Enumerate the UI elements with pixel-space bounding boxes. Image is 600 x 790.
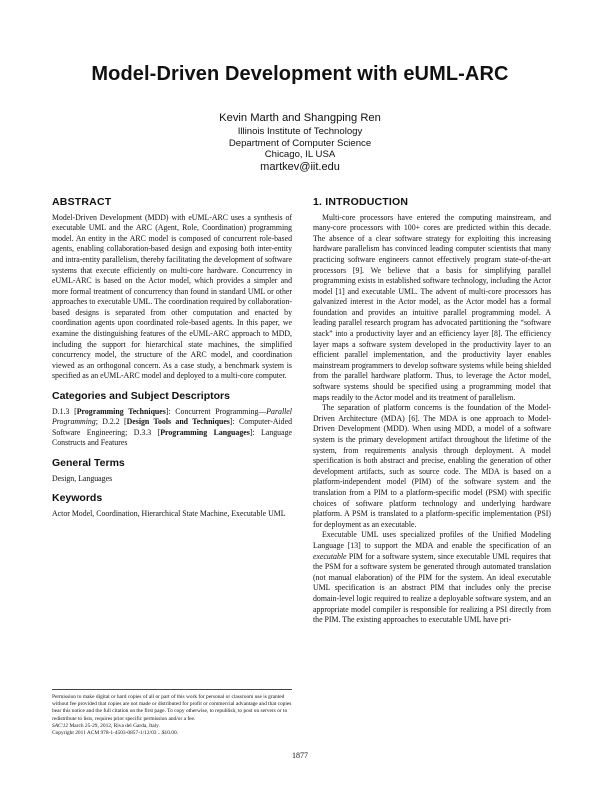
- introduction-heading: 1. INTRODUCTION: [313, 196, 409, 208]
- permission-block: [52, 694, 292, 737]
- affiliation-department: Department of Computer Science: [228, 137, 372, 149]
- intro-p3-emphasis: executable: [313, 551, 347, 561]
- affiliation-location: Chicago, IL USA: [264, 149, 336, 161]
- right-column: [313, 197, 551, 626]
- cat-d13-rest: ]: Concurrent Programming—: [165, 406, 267, 416]
- intro-p3-part-a: Executable UML uses specialized profiles of the Unified Modeling Language [13] to support the MDA and enable the specification of an: [313, 530, 551, 550]
- conference-line: [52, 723, 292, 730]
- cat-d13-label: Programming Techniques: [76, 406, 166, 416]
- cat-d22-code: ; D.2.2 [: [95, 417, 127, 427]
- intro-paragraph-3: [313, 530, 551, 625]
- cat-d13-sub: Parallel Programming: [52, 406, 292, 427]
- cat-d13-code: D.1.3 [: [52, 406, 77, 416]
- categories-heading: Categories and Subject Descriptors: [52, 390, 230, 403]
- intro-paragraph-2: The separation of platform concerns is the foundation of the Model-Driven Architecture (MDA) [6]. The MDA is one approach to Model-Driven Development (MDD). When using MDD, a model of a software system is the primary development artifact throughout the lifetime of the system, from requirements analysis through deployment. A model specification is both abstract and precise, enabling the generation of other development artifacts, such as source code. The MDA is based on a platform-independent model (PIM) of the software system and the translation from a PIM to a platform-specific model (PSM) with specific choices of software platform technology and underlying hardware platform. A PSM is translated to a platform-specific implementation (PSI) for deployment as an executable.: [313, 403, 551, 529]
- paper-title: Model-Driven Development with eUML-ARC: [91, 63, 509, 85]
- conference-name: SAC'12: [52, 722, 69, 729]
- general-terms-text: Design, Languages: [52, 473, 113, 483]
- left-column: [52, 197, 292, 519]
- author-names: Kevin Marth and Shangping Ren: [219, 112, 381, 124]
- abstract-text: Model-Driven Development (MDD) with eUML-ARC uses a synthesis of executable UML and the ARC (Agent, Role, Coordination) programming model. An entity in the ARC model is composed of concurrent role-based agents, enabling collaboration-based design and exposing both inter-entity and intra-entity parallelism, thereby facilitating the development of software systems that execute efficiently on multi-core hardware. Concurrency in eUML-ARC is based on the Actor model, which provides a simpler and more formal treatment of concurrency than found in standard UML or other approaches to executable UML. The coordination required by collaboration-based designs is separated from other computation and enacted by coordination agents upon coordinated role-based agents. In this paper, we examine the distinguishing features of the eUML-ARC approach to MDD, including the support for hierarchical state machines, the simplified concurrency model, the structure of the ARC model, and coordination viewed as an orthogonal concern. As a case study, a benchmark system is specified as an eUML-ARC model and deployed to a multi-core computer.: [52, 212, 292, 381]
- intro-paragraph-1: Multi-core processors have entered the computing mainstream, and many-core processors with 100+ cores are predicted within this decade. The absence of a clear software strategy for exploiting this increasing hardware parallelism has convinced leading computer scientists that many practicing software engineers cannot effectively program state-of-the-art processors [9]. We believe that a basis for simplifying parallel programming exists in established software technology, including the Actor model [1] and executable UML. The advent of multi-core processors has galvanized interest in the Actor model, as the Actor model has a formal foundation and provides an intuitive parallel programming model. A leading parallel research program has advocated partitioning the “software stack” into a productivity layer and an efficiency layer [8]. The efficiency layer maps a software system developed in the productivity layer to an efficient parallel implementation, and the productivity layer enables mainstream programmers to develop software systems while being shielded from the parallel hardware platform. Thus, to leverage the Actor model, software systems should be specified using a programming model that maps readily to the Actor model and its treatment of parallelism.: [313, 212, 551, 402]
- conference-details: March 25-29, 2012, Riva del Garda, Italy.: [68, 722, 160, 729]
- author-block: [0, 113, 600, 173]
- affiliation-institute: Illinois Institute of Technology: [237, 126, 363, 138]
- keywords-heading: Keywords: [52, 492, 103, 505]
- keywords-text: Actor Model, Coordination, Hierarchical State Machine, Executable UML: [52, 508, 286, 518]
- permission-divider: [52, 689, 292, 690]
- permission-text: Permission to make digital or hard copies of all or part of this work for personal or classroom use is granted without fee provided that copies are not made or distributed for profit or commercial advantage and that copies bear this notice and the full citation on the first page. To copy otherwise, to republish, to post on servers or to redistribute to lists, requires prior specific permission and/or a fee.: [52, 694, 292, 722]
- abstract-heading: ABSTRACT: [52, 196, 112, 208]
- copyright-line: Copyright 2011 ACM 978-1-4503-0857-1/12/03 ...$10.00.: [52, 730, 179, 737]
- intro-p3-part-b: PIM for a software system, since executable UML requires that the PSM for a software system be generated through automated translation (not manual elaboration) of the PIM for the system. An ideal executable UML specification is an abstract PIM that includes only the precise domain-level logic required to realize a deployable software system, and an appropriate model compiler is responsible for realizing a PSI directly from the PIM. The existing approaches to executable UML have pri-: [313, 551, 551, 625]
- cat-d33-label: Programming Languages: [160, 427, 250, 437]
- cat-d22-label: Design Tools and Techniques: [126, 417, 230, 427]
- general-terms-heading: General Terms: [52, 456, 125, 469]
- categories-text: [52, 407, 292, 449]
- cat-d33-rest: ]: Language Constructs and Features: [52, 427, 292, 448]
- page-number: 1877: [292, 751, 308, 760]
- author-email: martkev@iit.edu: [260, 160, 340, 173]
- cat-d22-rest: ]: Computer-Aided Software Engineering; D.3.3 [: [52, 417, 292, 437]
